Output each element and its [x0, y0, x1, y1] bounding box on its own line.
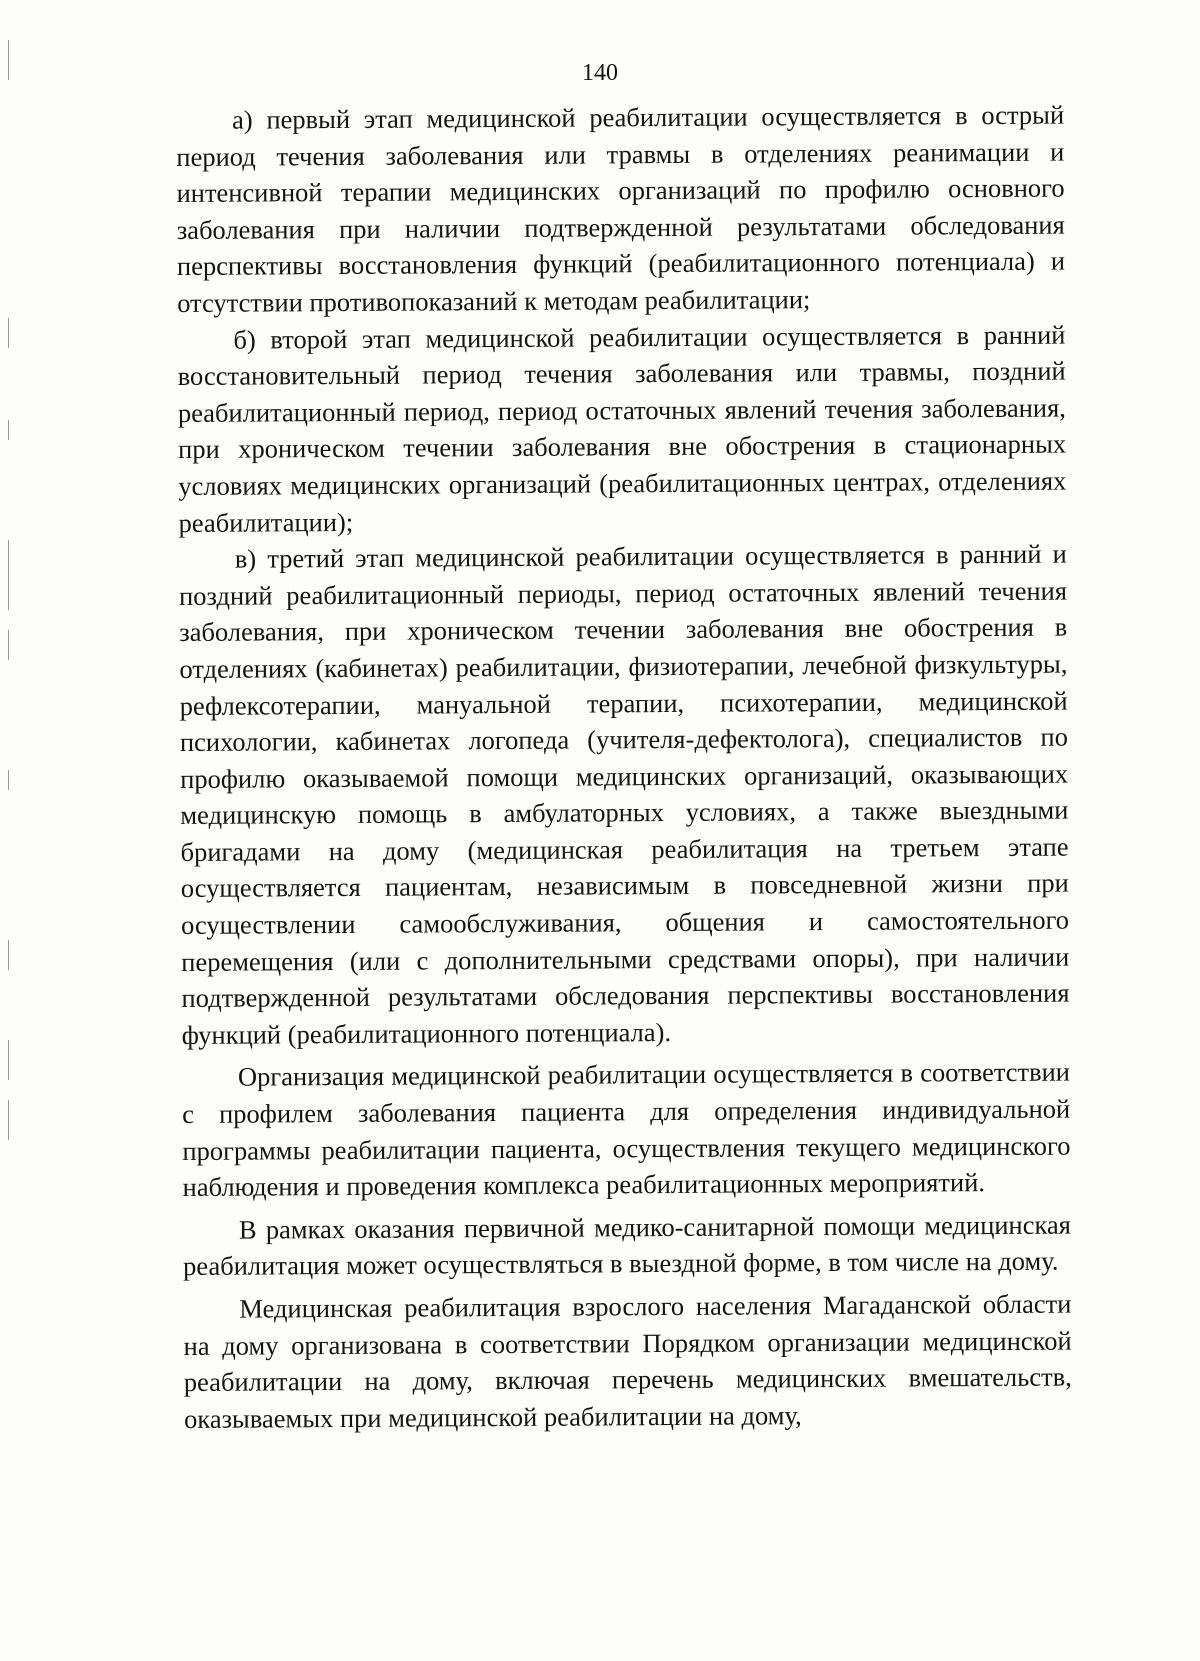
paragraph-stage-one: а) первый этап медицинской реабилитации осуществляется в острый период течения заболевания или травмы в отделениях реанимации и интенсивной терапии медицинских организаций по профилю основного заболевания при наличии подтвержденной результатами обследования перспективы восстановления функций (реабилитационного потенциала) и отсутствии противопоказаний к методам реабилитации;: [176, 99, 1066, 318]
document-body: [176, 97, 1072, 1438]
scan-mark: [8, 1100, 9, 1140]
paragraph-stage-three: в) третий этап медицинской реабилитации осуществляется в ранний и поздний реабилитационный периоды, период остаточных явлений течения заболевания, при хроническом течении заболевания вне обострения в отделениях (кабинетах) реабилитации, физиотерапии, лечебной физкультуры, рефлексотерапии, мануальной терапии, психотерапии, медицинской психологии, кабинетах логопеда (учителя-дефектолога), специалистов по профилю оказываемой помощи медицинских организаций, оказывающих медицинскую помощь в амбулаторных условиях, а также выездными бригадами на дому (медицинская реабилитация на третьем этапе осуществляется пациентам, независимым в повседневной жизни при осуществлении самообслуживания, общения и самостоятельного перемещения (или с дополнительными средствами опоры), при наличии подтвержденной результатами обследования перспективы восстановления функций (реабилитационного потенциала).: [178, 538, 1070, 1050]
scan-mark: [8, 420, 9, 440]
scan-mark: [8, 318, 9, 348]
scan-edge-marks: [0, 0, 20, 1661]
paragraph-organization: Организация медицинской реабилитации осуществляется в соответствии с профилем заболевания пациента для определения индивидуальной программы реабилитации пациента, осуществления текущего медицинского наблюдения и проведения комплекса реабилитационных мероприятий.: [182, 1056, 1071, 1203]
scan-mark: [8, 940, 9, 970]
paragraph-stage-two: б) второй этап медицинской реабилитации осуществляется в ранний восстановительный период течения заболевания или травмы, поздний реабилитационный период, период остаточных явлений течения заболевания, при хроническом течении заболевания вне обострения в стационарных условиях медицинских организаций (реабилитационных центрах, отделениях реабилитации);: [177, 319, 1067, 538]
paragraph-primary-care: В рамках оказания первичной медико-санитарной помощи медицинская реабилитация может осуществляться в выездной форме, в том числе на дому.: [183, 1209, 1071, 1282]
scan-mark: [8, 540, 9, 610]
scan-mark: [8, 1040, 9, 1080]
paragraph-magadan-home-rehab: Медицинская реабилитация взрослого населения Магаданской области на дому организована в соответствии Порядком организации медицинской реабилитации на дому, включая перечень медицинских вмешательств, оказываемых при медицинской реабилитации на дому,: [183, 1288, 1072, 1434]
scan-mark: [8, 770, 9, 790]
scan-mark: [8, 630, 9, 660]
page-number: 140: [582, 60, 618, 86]
